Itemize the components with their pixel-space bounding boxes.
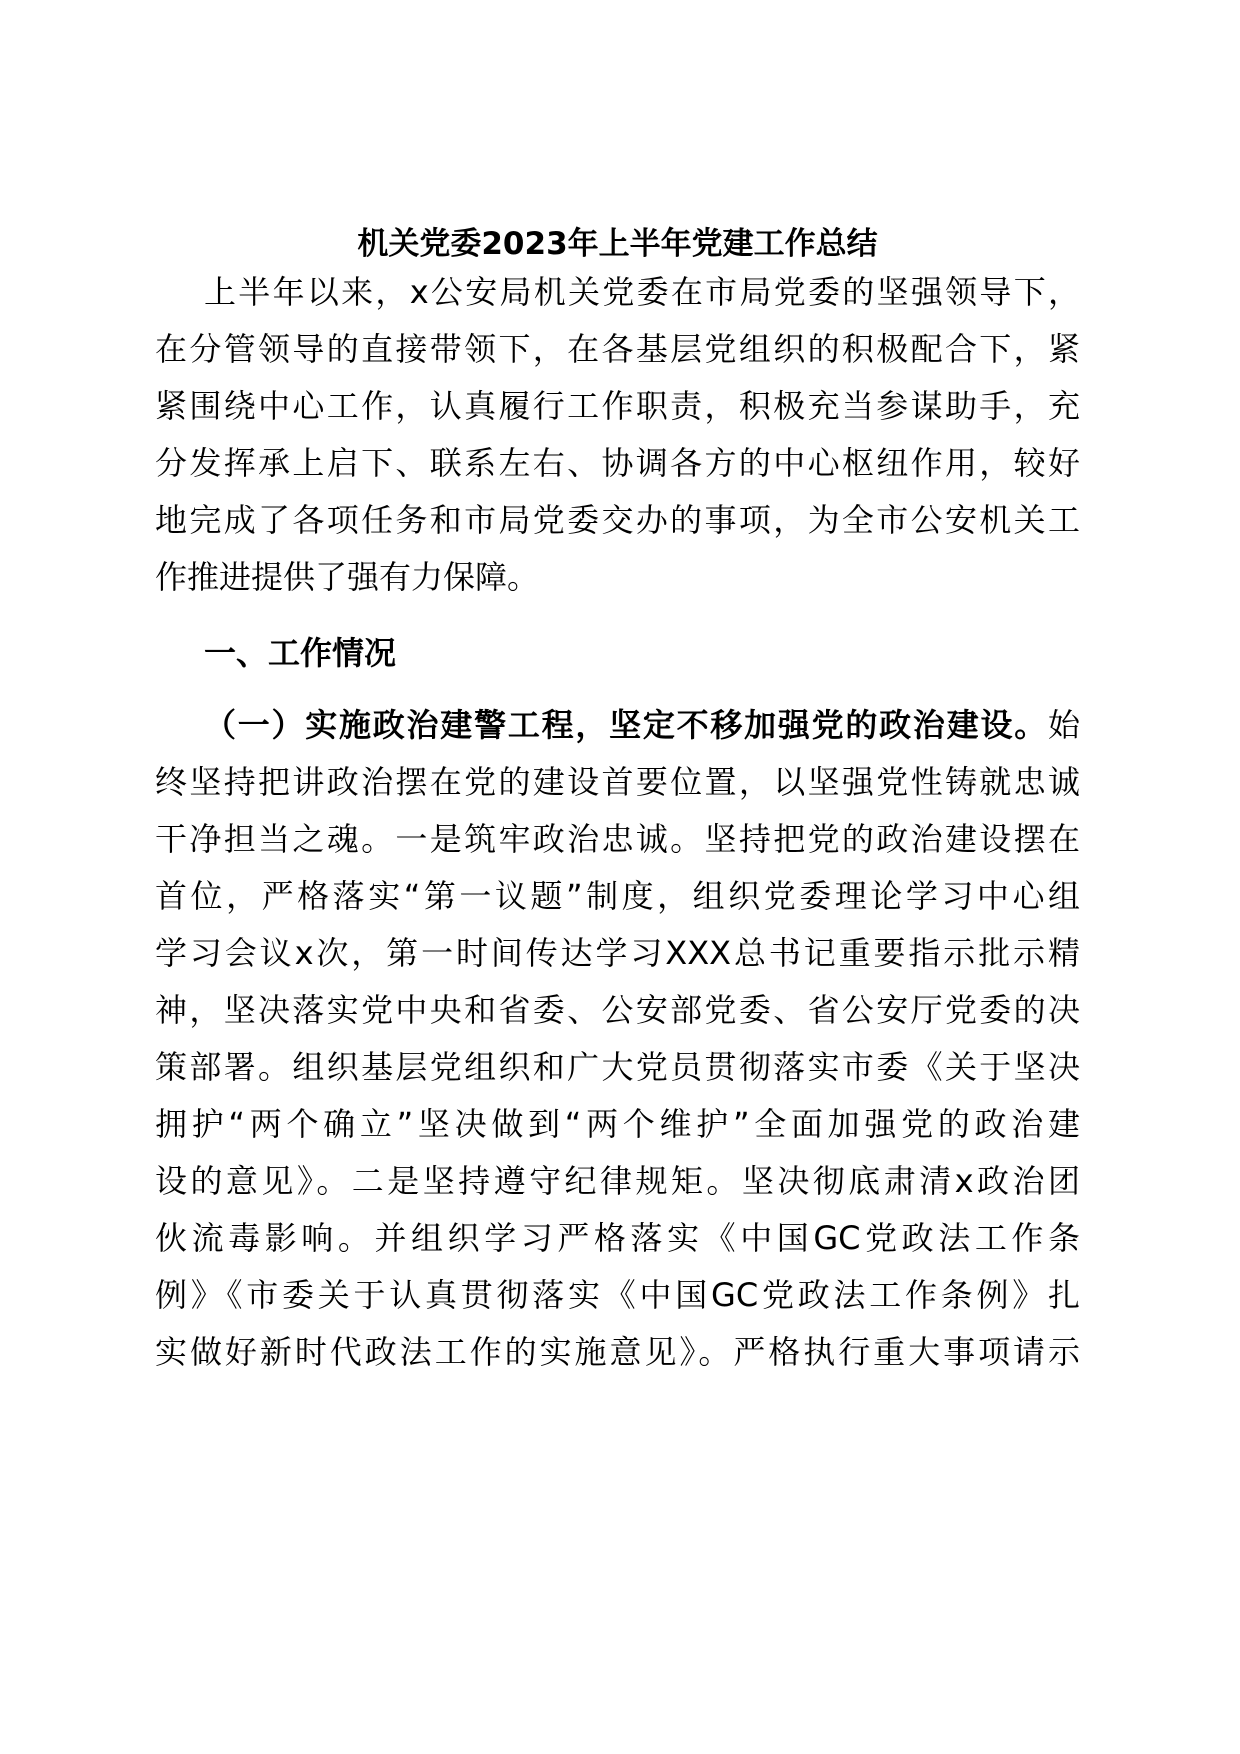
paragraph-line: 上半年以来，x公安局机关党委在市局党委的坚强领导下， <box>204 273 1080 311</box>
paragraph-line: 干净担当之魂。一是筑牢政治忠诚。坚持把党的政治建设摆在 <box>155 820 1080 858</box>
paragraph-line: 地完成了各项任务和市局党委交办的事项，为全市公安机关工 <box>155 501 1080 539</box>
paragraph-line: 作推进提供了强有力保障。 <box>155 558 540 596</box>
subsection-heading: （一）实施政治建警工程，坚定不移加强党的政治建设。 <box>204 706 1048 744</box>
paragraph-line: 终坚持把讲政治摆在党的建设首要位置，以坚强党性铸就忠诚 <box>155 763 1080 801</box>
document-title: 机关党委2023年上半年党建工作总结 <box>357 226 878 262</box>
paragraph-line: 策部署。组织基层党组织和广大党员贯彻落实市委《关于坚决 <box>155 1048 1080 1086</box>
paragraph-line: 拥护“两个确立”坚决做到“两个维护”全面加强党的政治建 <box>155 1105 1080 1143</box>
paragraph-line: 实做好新时代政法工作的实施意见》。严格执行重大事项请示 <box>155 1333 1080 1371</box>
paragraph-line: 设的意见》。二是坚持遵守纪律规矩。坚决彻底肃清x政治团 <box>155 1162 1080 1200</box>
paragraph-line: 学习会议x次，第一时间传达学习XXX总书记重要指示批示精 <box>155 934 1080 972</box>
paragraph-line: 分发挥承上启下、联系左右、协调各方的中心枢纽作用，较好 <box>155 444 1080 482</box>
paragraph-text: 始 <box>1047 706 1080 744</box>
paragraph-line: 在分管领导的直接带领下，在各基层党组织的积极配合下，紧 <box>155 330 1080 368</box>
paragraph-line: 紧围绕中心工作，认真履行工作职责，积极充当参谋助手，充 <box>155 387 1080 425</box>
paragraph-line: 首位，严格落实“第一议题”制度，组织党委理论学习中心组 <box>155 877 1080 915</box>
section-heading: 一、工作情况 <box>204 634 397 672</box>
paragraph-line: 伙流毒影响。并组织学习严格落实《中国GC党政法工作条 <box>155 1219 1080 1257</box>
subsection-first-line <box>204 703 1080 747</box>
paragraph-line: 神，坚决落实党中央和省委、公安部党委、省公安厅党委的决 <box>155 991 1080 1029</box>
paragraph-line: 例》《市委关于认真贯彻落实《中国GC党政法工作条例》扎 <box>155 1276 1080 1314</box>
